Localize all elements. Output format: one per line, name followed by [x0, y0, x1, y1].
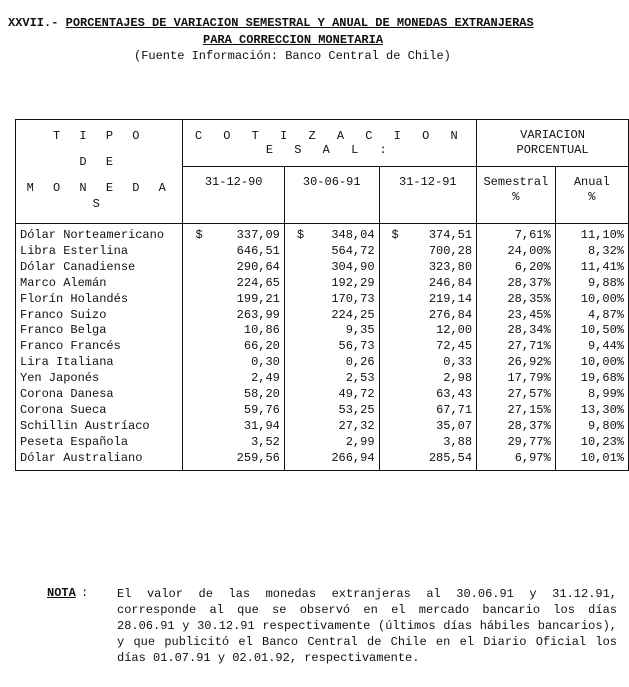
rate-30-06-91: 224,25 — [284, 308, 379, 324]
rate-30-06-91: 2,53 — [284, 371, 379, 387]
semestral-pct: 7,61% — [477, 224, 556, 244]
rate-30-06-91: 53,25 — [284, 403, 379, 419]
anual-pct: 10,23% — [555, 435, 628, 451]
anual-pct: 13,30% — [555, 403, 628, 419]
anual-pct: 9,44% — [555, 339, 628, 355]
variacion-header: VARIACION PORCENTUAL — [477, 120, 629, 167]
tipo-de-monedas-header: T I P O D E M O N E D A S — [16, 120, 183, 224]
table-row — [16, 260, 629, 276]
note-text: El valor de las monedas extranjeras al 30.06.91 y 31.12.91, corresponde al que se observó en el mercado bancario los días 28.06.91 y 30.12.91 respectivamente (últimos días hábiles bancarios), y que publicitó el Banco Central de Chile en el Diario Oficial los días 01.07.91 y 02.01.92, respectivamente. — [117, 587, 617, 665]
rate-31-12-91: 3,88 — [379, 435, 477, 451]
semestral-pct: 27,57% — [477, 387, 556, 403]
semestral-pct: 28,37% — [477, 419, 556, 435]
rate-30-06-91: 2,99 — [284, 435, 379, 451]
rate-31-12-90: 66,20 — [183, 339, 284, 355]
table-row — [16, 339, 629, 355]
table-row — [16, 292, 629, 308]
date-header-2: 30-06-91 — [284, 167, 379, 224]
title-text: PORCENTAJES DE VARIACION SEMESTRAL Y ANUAL DE MONEDAS EXTRANJERAS — [65, 16, 534, 30]
table-row — [16, 355, 629, 371]
semestral-pct: 27,71% — [477, 339, 556, 355]
currency-name: Franco Suizo — [16, 308, 183, 324]
rate-31-12-90: 3,52 — [183, 435, 284, 451]
anual-pct: 10,01% — [555, 451, 628, 470]
currency-name: Schillin Austríaco — [16, 419, 183, 435]
semestral-pct: 27,15% — [477, 403, 556, 419]
semestral-pct: 23,45% — [477, 308, 556, 324]
date-header-3: 31-12-91 — [379, 167, 477, 224]
semestral-pct: 28,35% — [477, 292, 556, 308]
rate-31-12-91: 285,54 — [379, 451, 477, 470]
rate-31-12-91: 63,43 — [379, 387, 477, 403]
semestral-pct: 28,34% — [477, 323, 556, 339]
table-row — [16, 308, 629, 324]
rate-31-12-90: 31,94 — [183, 419, 284, 435]
anual-pct: 10,00% — [555, 355, 628, 371]
section-number: XXVII.- — [8, 16, 59, 30]
currency-name: Lira Italiana — [16, 355, 183, 371]
rate-31-12-90: 263,99 — [183, 308, 284, 324]
rate-30-06-91: 27,32 — [284, 419, 379, 435]
table-row — [16, 276, 629, 292]
rate-30-06-91: 56,73 — [284, 339, 379, 355]
table-row — [16, 435, 629, 451]
anual-pct: 10,00% — [555, 292, 628, 308]
rate-31-12-91: 72,45 — [379, 339, 477, 355]
table-row — [16, 387, 629, 403]
rate-30-06-91: $ 348,04 — [284, 224, 379, 244]
table-row — [16, 371, 629, 387]
semestral-pct: 29,77% — [477, 435, 556, 451]
table-row — [16, 451, 629, 470]
table-row — [16, 224, 629, 244]
table-row — [16, 244, 629, 260]
rate-31-12-91: 35,07 — [379, 419, 477, 435]
rate-31-12-91: 0,33 — [379, 355, 477, 371]
rate-31-12-90: $ 337,09 — [183, 224, 284, 244]
currency-name: Franco Belga — [16, 323, 183, 339]
anual-pct: 8,99% — [555, 387, 628, 403]
rate-30-06-91: 266,94 — [284, 451, 379, 470]
rate-31-12-90: 58,20 — [183, 387, 284, 403]
anual-pct: 9,80% — [555, 419, 628, 435]
currency-name: Peseta Española — [16, 435, 183, 451]
rate-31-12-90: 646,51 — [183, 244, 284, 260]
semestral-pct: 6,97% — [477, 451, 556, 470]
currency-symbol: $ — [195, 228, 203, 242]
rate-31-12-90: 10,86 — [183, 323, 284, 339]
currency-name: Franco Francés — [16, 339, 183, 355]
rate-30-06-91: 9,35 — [284, 323, 379, 339]
table-row — [16, 403, 629, 419]
currency-symbol: $ — [296, 228, 305, 242]
anual-pct: 19,68% — [555, 371, 628, 387]
rate-31-12-91: 323,80 — [379, 260, 477, 276]
title-line-1 — [8, 16, 534, 30]
rate-31-12-90: 224,65 — [183, 276, 284, 292]
rate-31-12-90: 2,49 — [183, 371, 284, 387]
currency-symbol: $ — [391, 228, 399, 242]
rate-31-12-91: 2,98 — [379, 371, 477, 387]
currency-name: Florín Holandés — [16, 292, 183, 308]
rate-31-12-91: $ 374,51 — [379, 224, 477, 244]
table-row — [16, 323, 629, 339]
title-line-2: PARA CORRECCION MONETARIA — [203, 33, 384, 47]
semestral-pct: 24,00% — [477, 244, 556, 260]
rate-30-06-91: 170,73 — [284, 292, 379, 308]
rate-31-12-91: 700,28 — [379, 244, 477, 260]
currency-name: Marco Alemán — [16, 276, 183, 292]
rate-31-12-91: 246,84 — [379, 276, 477, 292]
cotizaciones-header: C O T I Z A C I O N E S A L : — [183, 120, 477, 167]
rate-31-12-90: 0,30 — [183, 355, 284, 371]
currency-name: Yen Japonés — [16, 371, 183, 387]
date-header-1: 31-12-90 — [183, 167, 284, 224]
currency-name: Corona Danesa — [16, 387, 183, 403]
rate-31-12-90: 290,64 — [183, 260, 284, 276]
rate-31-12-90: 199,21 — [183, 292, 284, 308]
anual-pct: 9,88% — [555, 276, 628, 292]
currency-rates-table — [15, 119, 629, 471]
source-line: (Fuente Información: Banco Central de Chile) — [134, 49, 451, 63]
anual-pct: 10,50% — [555, 323, 628, 339]
anual-header: Anual % — [555, 167, 628, 224]
semestral-header: Semestral % — [477, 167, 556, 224]
anual-pct: 11,41% — [555, 260, 628, 276]
semestral-pct: 6,20% — [477, 260, 556, 276]
rate-31-12-90: 259,56 — [183, 451, 284, 470]
rate-31-12-91: 12,00 — [379, 323, 477, 339]
rate-30-06-91: 192,29 — [284, 276, 379, 292]
semestral-pct: 17,79% — [477, 371, 556, 387]
currency-name: Corona Sueca — [16, 403, 183, 419]
currency-name: Dólar Canadiense — [16, 260, 183, 276]
currency-name: Dólar Norteamericano — [16, 224, 183, 244]
note-colon: : — [81, 586, 89, 600]
rate-30-06-91: 564,72 — [284, 244, 379, 260]
note-label: NOTA — [47, 586, 76, 600]
semestral-pct: 28,37% — [477, 276, 556, 292]
rate-31-12-91: 276,84 — [379, 308, 477, 324]
currency-name: Libra Esterlina — [16, 244, 183, 260]
semestral-pct: 26,92% — [477, 355, 556, 371]
currency-name: Dólar Australiano — [16, 451, 183, 470]
rate-31-12-91: 219,14 — [379, 292, 477, 308]
rate-30-06-91: 0,26 — [284, 355, 379, 371]
rate-30-06-91: 49,72 — [284, 387, 379, 403]
table-row — [16, 419, 629, 435]
anual-pct: 4,87% — [555, 308, 628, 324]
rate-31-12-91: 67,71 — [379, 403, 477, 419]
anual-pct: 8,32% — [555, 244, 628, 260]
rate-31-12-90: 59,76 — [183, 403, 284, 419]
anual-pct: 11,10% — [555, 224, 628, 244]
rate-30-06-91: 304,90 — [284, 260, 379, 276]
